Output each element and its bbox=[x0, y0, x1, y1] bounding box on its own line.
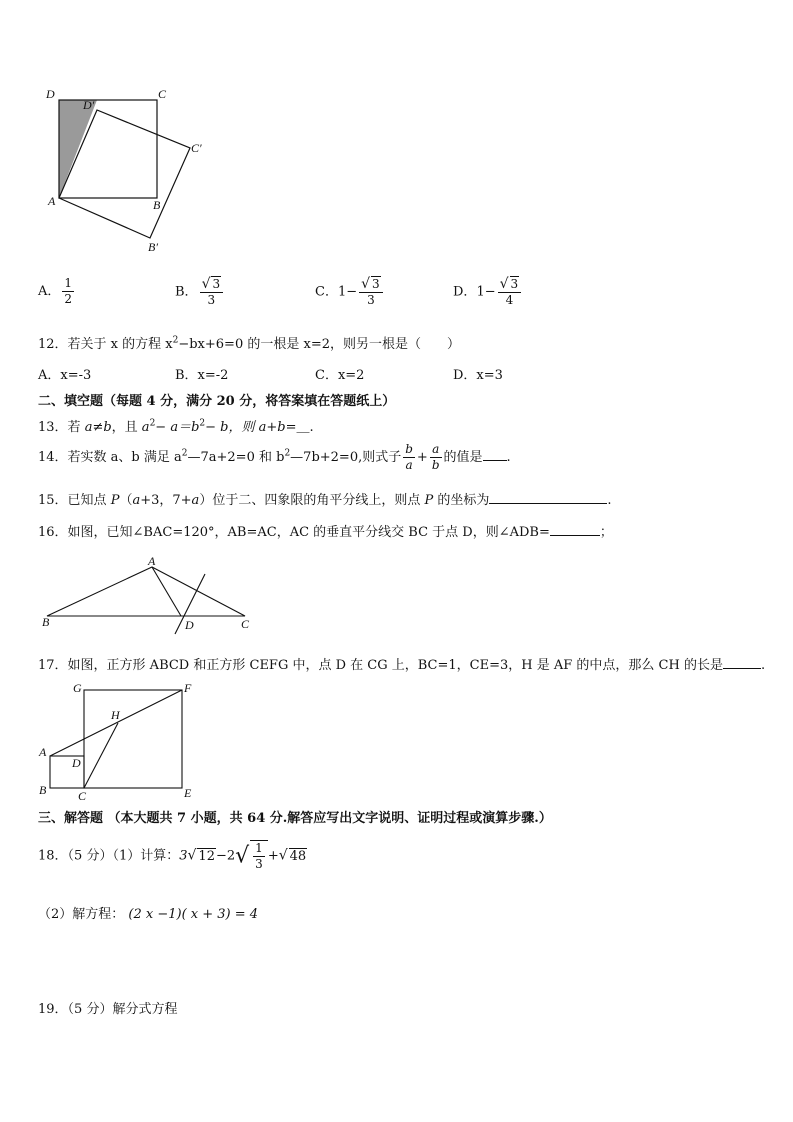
label-g: G bbox=[73, 681, 82, 695]
label-c: C bbox=[158, 87, 167, 101]
q13: 13．若 a≠b，且 $a^2- a=b^2- b$，则 a+b=＿. bbox=[38, 418, 314, 435]
q16: 16．如图，已知∠BAC=120°，AB=AC，AC 的垂直平分线交 BC 于点 D，则∠ADB= ； bbox=[38, 525, 613, 540]
q12-stem: 12．若关于 x 的方程 $x^2-bx+6=0$ 的一根是 x=2，则另一根是（ ） bbox=[38, 335, 460, 352]
label-a: A bbox=[48, 194, 56, 208]
label-c: C bbox=[241, 617, 250, 631]
figure-two-squares bbox=[40, 684, 200, 796]
label-d: D bbox=[185, 618, 194, 632]
label-h: H bbox=[111, 708, 120, 722]
label-f: F bbox=[184, 681, 192, 695]
q11-option-d: D．1− $\frac{√ 3}{4}$ bbox=[453, 276, 523, 308]
label-b: B bbox=[39, 783, 47, 797]
label-c: C bbox=[78, 789, 87, 803]
q11-option-c: C．1− $\frac{√ 3}{3}$ bbox=[315, 276, 385, 308]
q12-option-c: C．x=2 bbox=[315, 368, 365, 383]
q18-part2: （2）解方程： (2 x −1)( x + 3) = 4 bbox=[38, 907, 259, 922]
q15: 15．已知点 P（a+3，7+a）位于二、四象限的角平分线上，则点 P 的坐标为 . bbox=[38, 493, 612, 508]
q11-option-b: B． $\frac{√ 3}{3}$ bbox=[175, 276, 225, 308]
q12-option-b: B．x=-2 bbox=[175, 368, 229, 383]
q14: 14．若实数 a、b 满足 $a^2—7a+2=0$ 和 $b^2—7b+2=0$,则式子 $\frac{b}{a}$ + $\frac{a}{b}$ 的值是 . bbox=[38, 442, 511, 472]
label-d-prime: D′ bbox=[83, 98, 95, 112]
segment-ch bbox=[84, 723, 118, 788]
label-a: A bbox=[39, 745, 47, 759]
label-b: B bbox=[153, 198, 161, 212]
answer-blank bbox=[489, 503, 607, 504]
q12-option-a: A．x=-3 bbox=[38, 368, 92, 383]
section-3-heading: 三、解答题 （本大题共 7 小题，共 64 分.解答应写出文字说明、证明过程或演算步骤.） bbox=[38, 811, 552, 826]
label-b-prime: B′ bbox=[148, 240, 158, 254]
q11-option-a: A． $\frac{1}{2}$ bbox=[38, 276, 73, 306]
answer-blank bbox=[483, 460, 507, 461]
answer-blank bbox=[723, 668, 761, 669]
label-e: E bbox=[184, 786, 192, 800]
figure-rotated-square bbox=[40, 84, 220, 259]
label-c-prime: C′ bbox=[191, 141, 202, 155]
label-d: D bbox=[46, 87, 55, 101]
q12-option-d: D．x=3 bbox=[453, 368, 503, 383]
square-cefg bbox=[84, 690, 182, 788]
q19: 19．（5 分）解分式方程 bbox=[38, 1002, 178, 1017]
segment-af bbox=[50, 690, 182, 756]
triangle-abc bbox=[47, 567, 245, 616]
q18-part1: 18．（5 分）（1）计算：3√ 12−2√ $\frac{1}{3}$ +√ 48 bbox=[38, 841, 307, 871]
label-d: D bbox=[72, 756, 81, 770]
label-a: A bbox=[148, 554, 156, 568]
label-b: B bbox=[42, 615, 50, 629]
q17: 17．如图，正方形 ABCD 和正方形 CEFG 中，点 D 在 CG 上，BC=1，CE=3，H 是 AF 的中点，那么 CH 的长是 . bbox=[38, 658, 766, 673]
answer-blank bbox=[550, 535, 600, 536]
section-2-heading: 二、填空题（每题 4 分，满分 20 分，将答案填在答题纸上） bbox=[38, 394, 396, 409]
